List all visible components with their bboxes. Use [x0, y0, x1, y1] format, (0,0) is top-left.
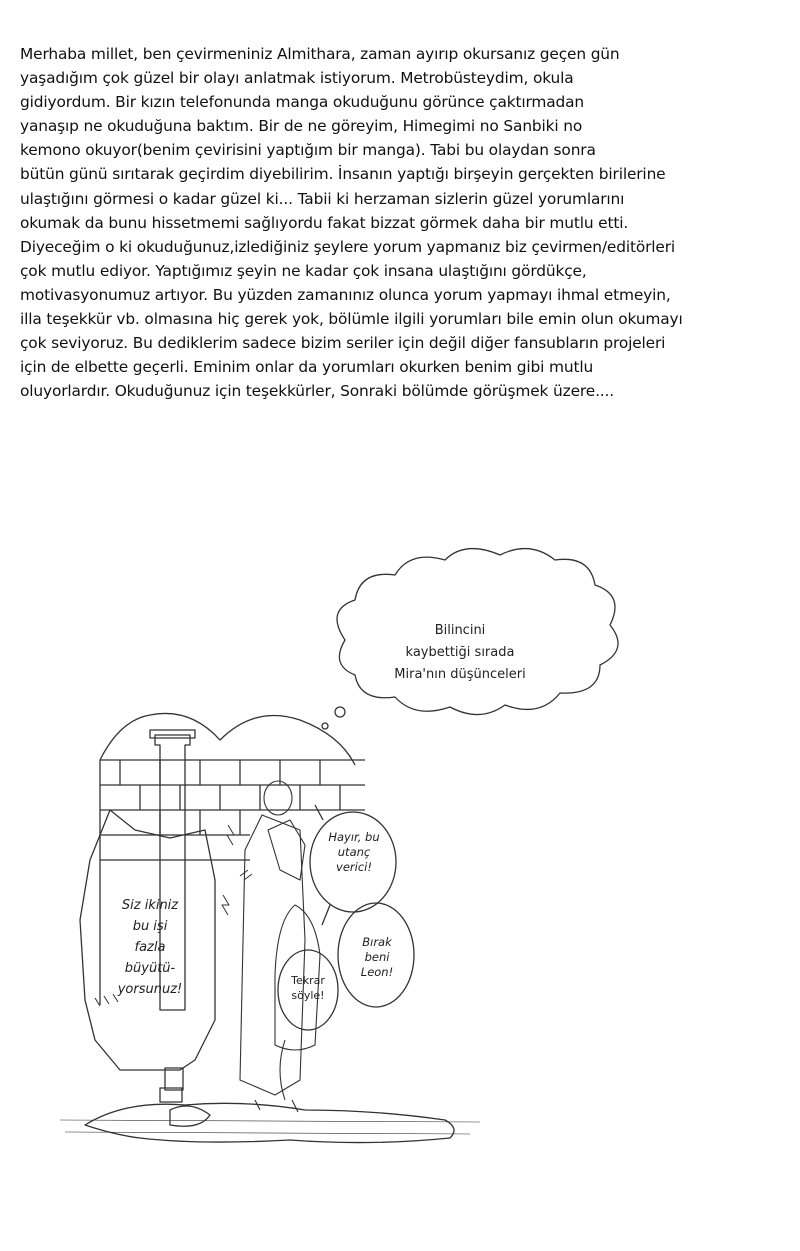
note-line: ulaştığını görmesi o kadar güzel ki... Tabii ki herzaman sizlerin güzel yorumlarını	[20, 189, 625, 208]
note-line: çok mutlu ediyor. Yaptığımız şeyin ne kadar çok insana ulaştığını gördükçe,	[20, 261, 587, 280]
note-line: illa teşekkür vb. olmasına hiç gerek yok, bölümle ilgili yorumları bile emin olun okumayı	[20, 310, 683, 329]
speech-line: Leon!	[360, 965, 394, 979]
speech-text-tekrar	[280, 973, 336, 1003]
speech-line: Hayır, bu	[328, 830, 380, 844]
thought-bubble-text	[385, 620, 535, 686]
note-line: oluyorlardır. Okuduğunuz için teşekkürler, Sonraki bölümde görüşmek üzere....	[20, 382, 615, 401]
floor-figure	[85, 1103, 454, 1142]
speech-line: verici!	[336, 860, 372, 874]
thought-line: Mira'nın düşünceleri	[394, 667, 526, 682]
note-line: bütün günü sırıtarak geçirdim diyebilirim. İnsanın yaptığı birşeyin gerçekten birilerine	[20, 165, 666, 184]
arch-wall	[100, 713, 355, 765]
speech-line: utanç	[337, 845, 371, 859]
note-line: Merhaba millet, ben çevirmeniniz Almithara, zaman ayırıp okursanız geçen gün	[20, 45, 620, 63]
note-line: çok seviyoruz. Bu dediklerim sadece bizim seriler için değil diğer fansubların projeleri	[20, 334, 666, 353]
shout-line: bu işi	[132, 919, 168, 934]
thought-line: kaybettiği sırada	[405, 645, 515, 660]
shout-line: Siz ikiniz	[121, 898, 179, 913]
shout-line: büyütü-	[124, 961, 176, 976]
speech-line: beni	[364, 950, 390, 964]
speech-line: Tekrar	[291, 974, 325, 987]
note-line: için de elbette geçerli. Eminim onlar da yorumları okurken benim gibi mutlu	[20, 358, 594, 377]
shout-line: fazla	[134, 940, 166, 955]
shout-bubble-text	[95, 895, 205, 1000]
note-line: yanaşıp ne okuduğuna baktım. Bir de ne göreyim, Himegimi no Sanbiki no	[20, 117, 583, 136]
thought-line: Bilincini	[434, 623, 486, 638]
speech-text-birak	[345, 935, 409, 980]
note-line: motivasyonumuz artıyor. Bu yüzden zamanınız olunca yorum yapmayı ihmal etmeyin,	[20, 285, 671, 304]
speech-line: söyle!	[291, 989, 325, 1002]
shout-line: yorsunuz!	[117, 982, 183, 997]
speech-line: Bırak	[362, 935, 392, 949]
note-line: okumak da bunu hissetmemi sağlıyordu fakat bizzat görmek daha bir mutlu etti.	[20, 213, 629, 232]
note-line: Diyeceğim o ki okuduğunuz,izlediğiniz şeylere yorum yapmanız biz çevirmen/editörleri	[20, 237, 676, 256]
note-line: gidiyordum. Bir kızın telefonunda manga okuduğunu görünce çaktırmadan	[20, 93, 585, 112]
note-line: yaşadığım çok güzel bir olayı anlatmak istiyorum. Metrobüsteydim, okula	[20, 69, 574, 88]
characters	[240, 781, 320, 1112]
speech-text-hayir	[318, 830, 390, 875]
note-line: kemono okuyor(benim çevirisini yaptığım bir manga). Tabi bu olaydan sonra	[20, 141, 596, 160]
